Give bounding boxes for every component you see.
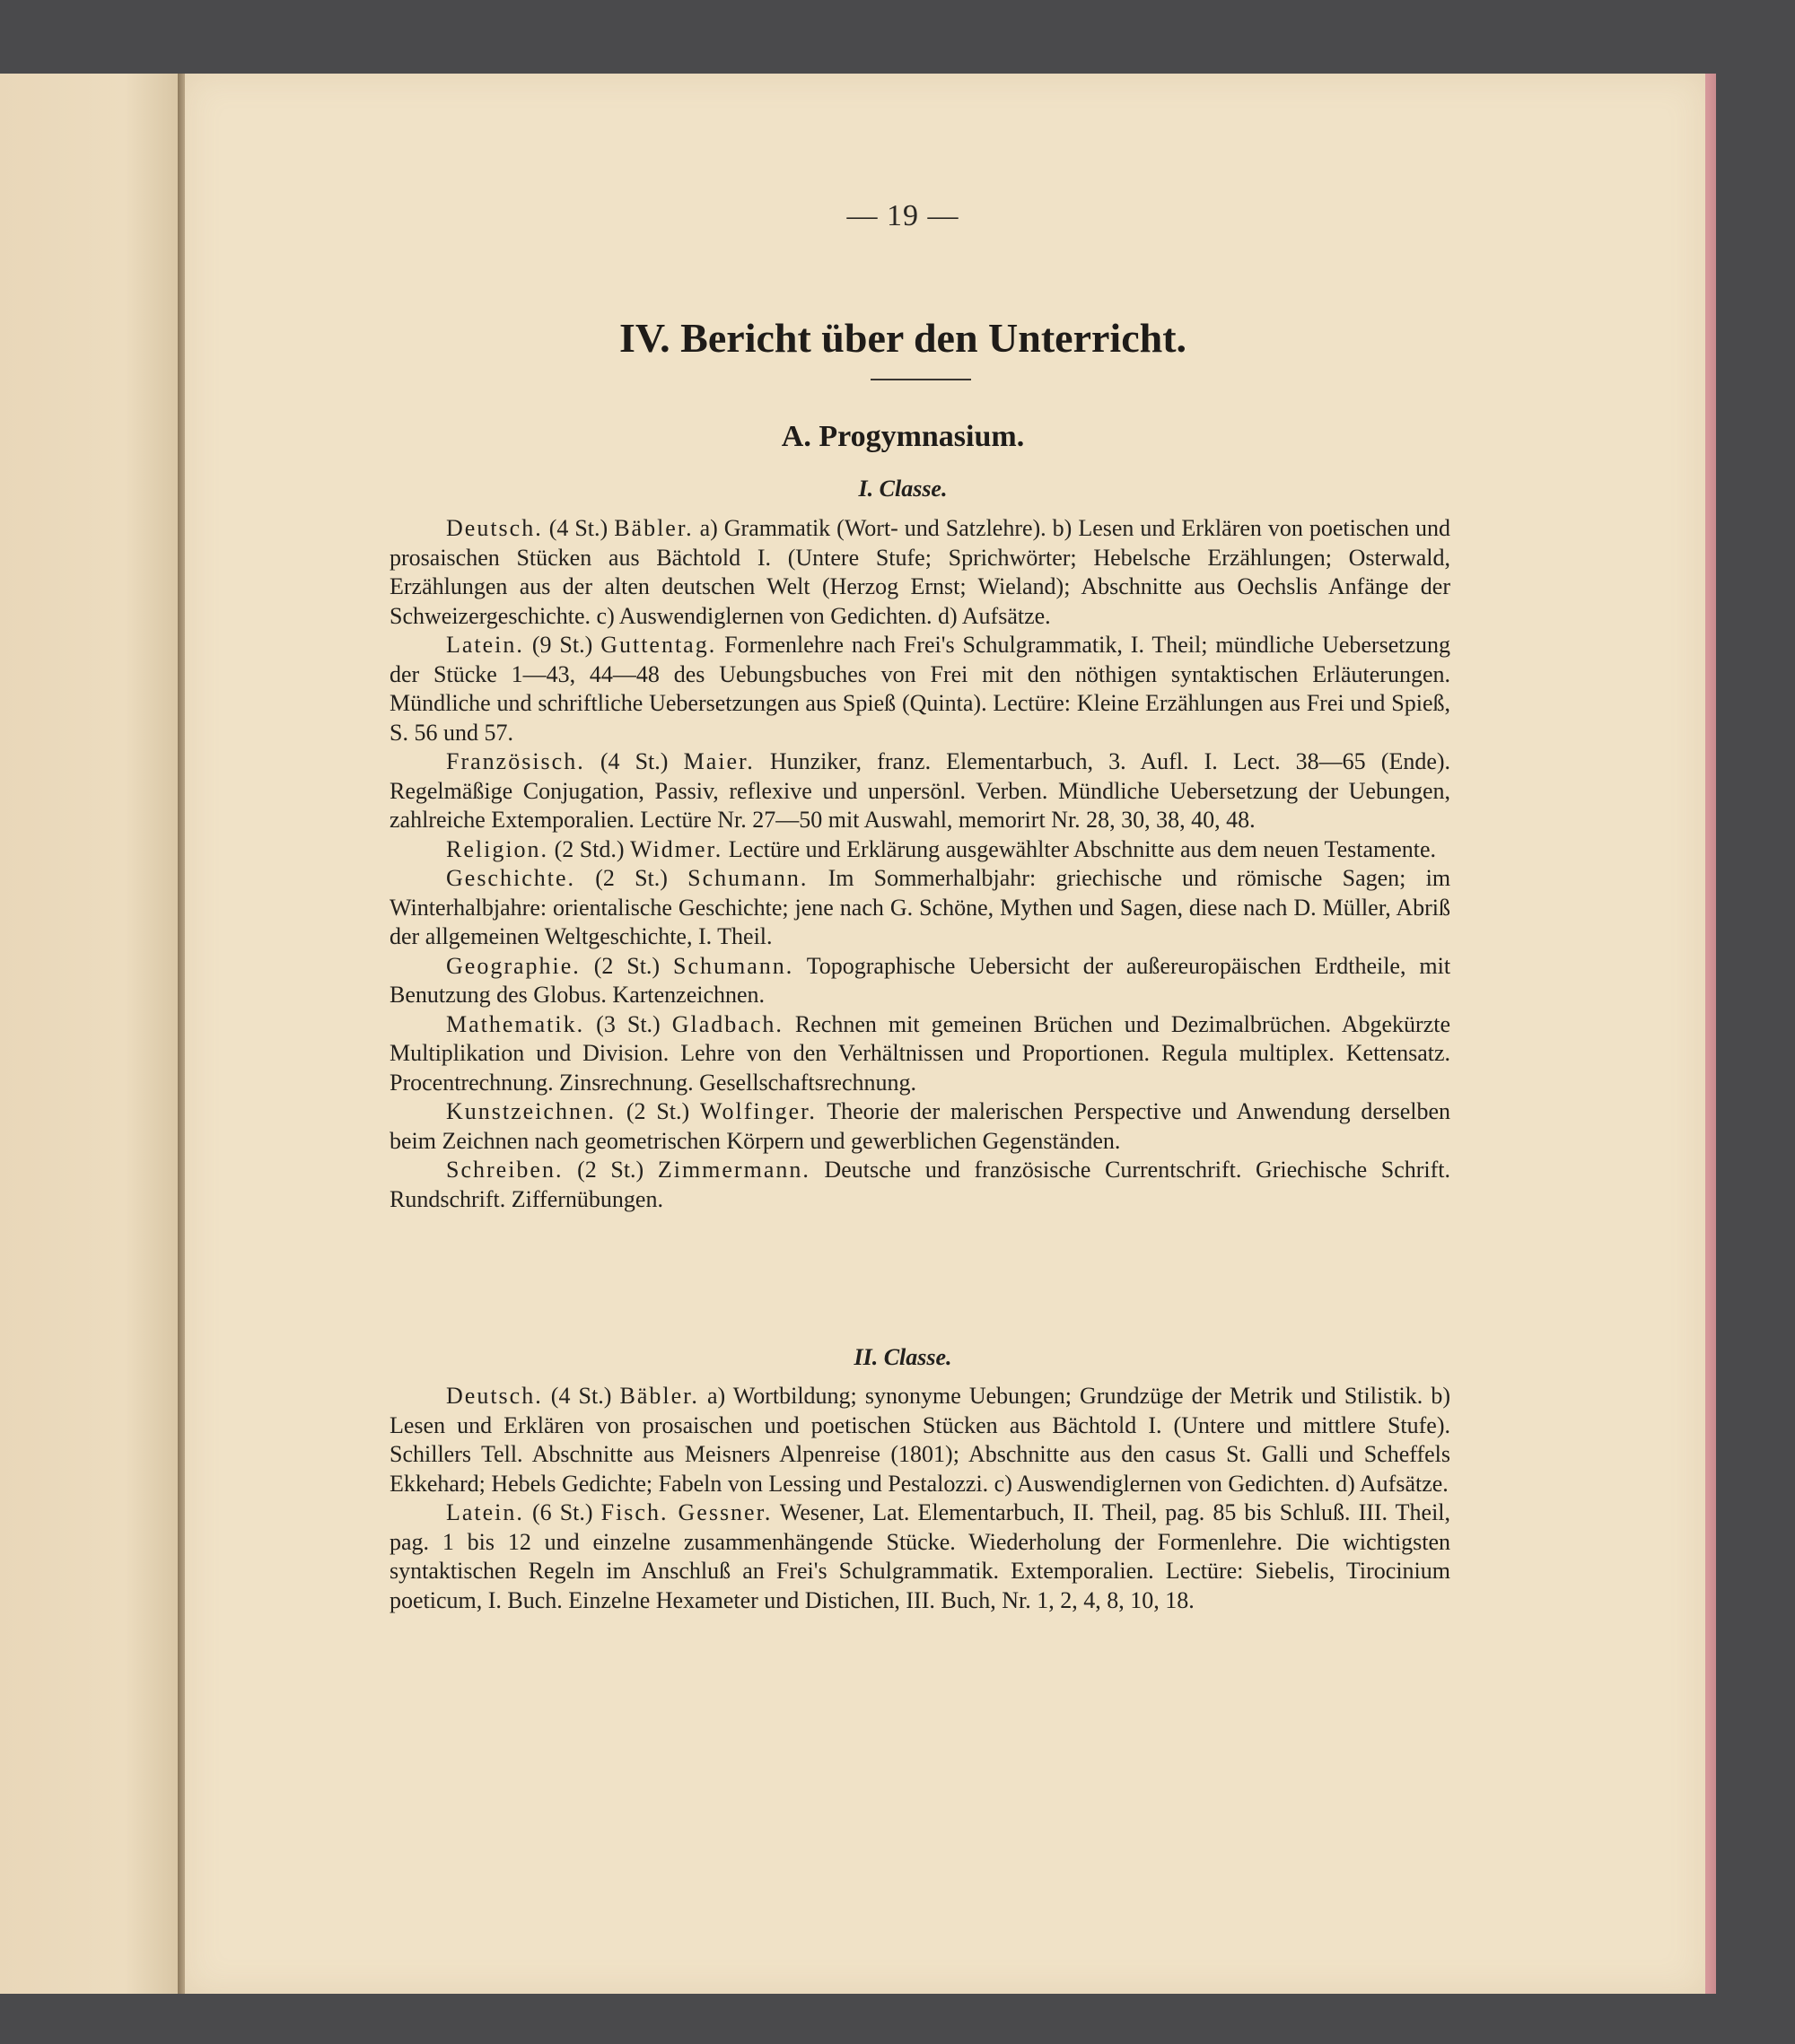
- class-heading-1: I. Classe.: [858, 476, 948, 502]
- class-2-entries: [390, 1382, 1450, 1615]
- subject-content: Formenlehre nach Frei's Schulgrammatik, I. Theil; mündliche Uebersetzung der Stücke 1—43, 44—48 des Uebungsbuches von Frei mit den nöthigen syntaktischen Erläuterungen. Mündliche und schriftliche Uebersetzungen aus Spieß (Quinta). Lectüre: Kleine Erzählungen aus Frei und Spieß, S. 56 und 57.: [390, 632, 1451, 746]
- teacher-name: Bäbler.: [614, 515, 694, 541]
- subject-name: Geographie.: [446, 952, 581, 979]
- page-edge-red: [1705, 74, 1716, 1994]
- subject-hours: (2 St.): [593, 952, 661, 979]
- teacher-name: Zimmermann.: [657, 1157, 810, 1183]
- teacher-name: Schumann.: [673, 952, 794, 979]
- subject-entry: [390, 1498, 1450, 1615]
- teacher-name: Widmer.: [630, 835, 723, 862]
- subject-content: Hunziker, franz. Elementarbuch, 3. Aufl. I. Lect. 38—65 (Ende). Regelmäßige Conjugation, Passiv, reflexive und unpersönl. Verben. Mündliche Uebersetzung der Uebungen, zahlreiche Extemporalien. Lectüre Nr. 27—50 mit Auswahl, memorirt Nr. 28, 30, 38, 40, 48.: [390, 748, 1451, 833]
- subject-content: Rechnen mit gemeinen Brüchen und Dezimalbrüchen. Abgekürzte Multiplikation und Division. Lehre von den Verhältnissen und Proportionen. Regula multiplex. Kettensatz. Procentrechnung. Zinsrechnung. Gesellschaftsrechnung.: [390, 1010, 1450, 1096]
- subject-name: Kunstzeichnen.: [446, 1098, 617, 1124]
- subject-hours: (2 Std.): [554, 835, 625, 862]
- heading-divider: [871, 379, 971, 380]
- subject-entry: [390, 864, 1450, 952]
- subject-name: Mathematik.: [446, 1010, 585, 1037]
- subject-entry: [390, 1097, 1450, 1156]
- main-heading: IV. Bericht über den Unterricht.: [618, 315, 1187, 361]
- subject-content: a) Grammatik (Wort- und Satzlehre). b) Lesen und Erklären von poetischen und prosaischen Stücken aus Bächtold I. (Untere Stufe; Sprichwörter; Hebelsche Erzählungen; Osterwald, Erzählungen aus der alten deutschen Welt (Herzog Ernst; Wieland); Abschnitte aus Oechslis Anfänge der Schweizergeschichte. c) Auswendiglernen von Gedichten. d) Aufsätze.: [390, 515, 1451, 629]
- subject-name: Deutsch.: [446, 515, 543, 541]
- subject-name: Latein.: [446, 1499, 524, 1525]
- subject-hours: (9 St.): [531, 632, 593, 658]
- subject-content: Deutsche und französische Currentschrift. Griechische Schrift. Rundschrift. Ziffernübungen.: [390, 1157, 1451, 1212]
- subject-hours: (6 St.): [531, 1499, 593, 1525]
- subject-hours: (2 St.): [577, 1157, 644, 1183]
- teacher-name: Bäbler.: [619, 1383, 699, 1409]
- subject-content: Wesener, Lat. Elementarbuch, II. Theil, pag. 85 bis Schluß. III. Theil, pag. 1 bis 12 und einzelne zusammenhängende Stücke. Wiederholung der Formenlehre. Die wichtigsten syntaktischen Regeln im Anschluß an Frei's Schulgrammatik. Extemporalien. Lectüre: Siebelis, Tirocinium poeticum, I. Buch. Einzelne Hexameter und Distichen, III. Buch, Nr. 1, 2, 4, 8, 10, 18.: [390, 1499, 1451, 1613]
- subject-entry: [390, 835, 1450, 865]
- subject-hours: (2 St.): [595, 865, 668, 891]
- subject-entry: [390, 514, 1450, 631]
- subject-name: Deutsch.: [446, 1383, 543, 1409]
- book-gutter: [178, 74, 185, 1994]
- class-1-entries: [390, 514, 1450, 1214]
- subject-content: Im Sommerhalbjahr: griechische und römische Sagen; im Winterhalbjahre: orientalische Geschichte; jene nach G. Schöne, Mythen und Sagen, diese nach D. Müller, Abriß der allgemeinen Weltgeschichte, I. Theil.: [390, 865, 1451, 949]
- subject-hours: (4 St.): [548, 515, 609, 541]
- teacher-name: Wolfinger.: [700, 1098, 817, 1124]
- subject-hours: (4 St.): [550, 1383, 612, 1409]
- teacher-name: Fisch. Gessner.: [600, 1499, 773, 1525]
- subject-content: a) Wortbildung; synonyme Uebungen; Grundzüge der Metrik und Stilistik. b) Lesen und Erklären von prosaischen und poetischen Stücken aus Bächtold I. (Untere und mittlere Stufe). Schillers Tell. Abschnitte aus Meisners Alpenreise (1801); Abschnitte aus den casus St. Galli und Scheffels Ekkehard; Hebels Gedichte; Fabeln von Lessing und Pestalozzi. c) Auswendiglernen von Gedichten. d) Aufsätze.: [390, 1383, 1451, 1497]
- subject-name: Geschichte.: [446, 865, 576, 891]
- teacher-name: Guttentag.: [600, 632, 717, 658]
- subject-entry: [390, 952, 1450, 1010]
- subject-content: Theorie der malerischen Perspective und Anwendung derselben beim Zeichnen nach geometrischen Körpern und gewerblichen Gegenständen.: [390, 1098, 1451, 1154]
- subject-hours: (3 St.): [596, 1010, 661, 1037]
- page-number: — 19 —: [846, 199, 959, 232]
- section-heading: A. Progymnasium.: [781, 420, 1025, 453]
- subject-name: Französisch.: [446, 748, 585, 774]
- subject-name: Schreiben.: [446, 1157, 564, 1183]
- subject-name: Latein.: [446, 632, 524, 658]
- subject-content: Topographische Uebersicht der außereuropäischen Erdtheile, mit Benutzung des Globus. Kartenzeichnen.: [390, 952, 1451, 1008]
- subject-content: Lectüre und Erklärung ausgewählter Abschnitte aus dem neuen Testamente.: [728, 835, 1437, 862]
- document-page: [185, 74, 1705, 1994]
- class-heading-2: II. Classe.: [854, 1344, 952, 1370]
- teacher-name: Schumann.: [687, 865, 809, 891]
- subject-entry: [390, 1156, 1450, 1214]
- subject-entry: [390, 1382, 1450, 1498]
- subject-entry: [390, 631, 1450, 747]
- subject-name: Religion.: [446, 835, 549, 862]
- subject-entry: [390, 747, 1450, 835]
- subject-entry: [390, 1010, 1450, 1098]
- previous-page-edge: [0, 74, 178, 1994]
- teacher-name: Gladbach.: [671, 1010, 784, 1037]
- subject-hours: (2 St.): [626, 1098, 690, 1124]
- subject-hours: (4 St.): [600, 748, 669, 774]
- teacher-name: Maier.: [683, 748, 755, 774]
